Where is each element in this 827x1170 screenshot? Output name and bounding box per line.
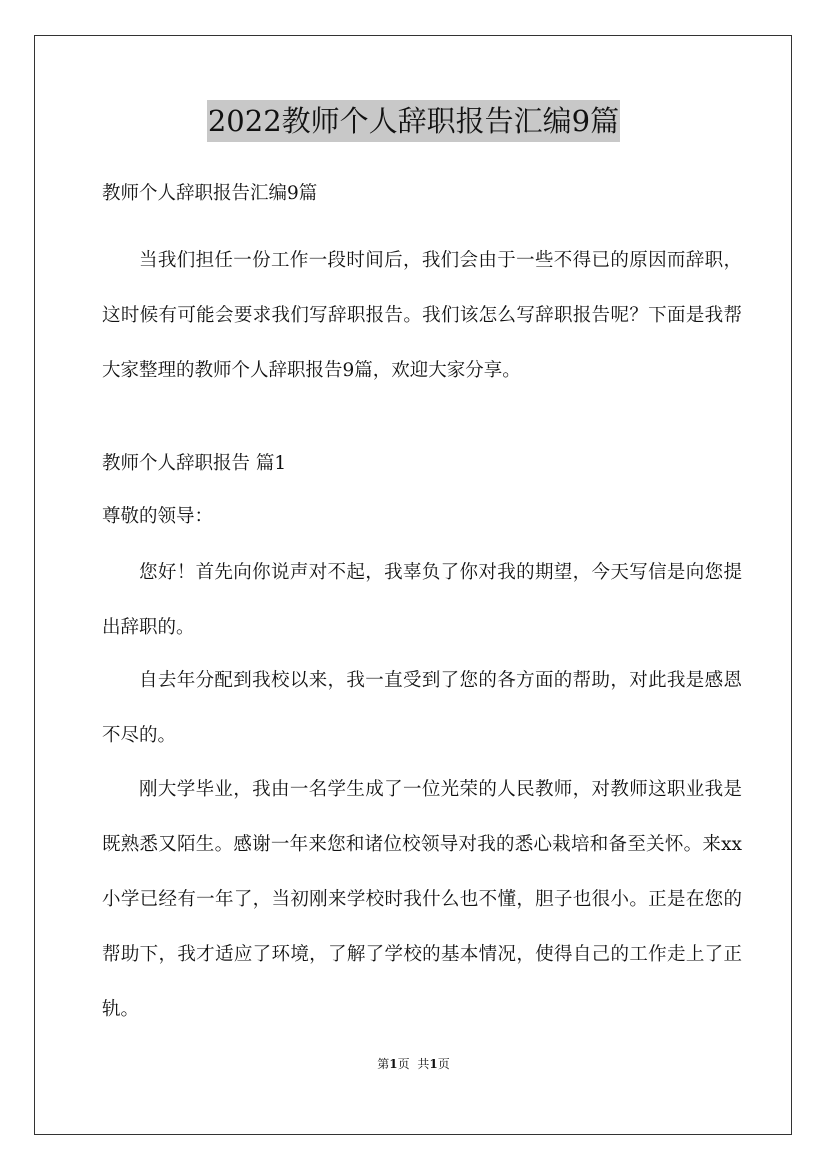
body-paragraph-2: 自去年分配到我校以来，我一直受到了您的各方面的帮助，对此我是感恩不尽的。 (102, 670, 742, 746)
page-number: 1 (389, 1057, 398, 1071)
page-prefix: 第 (377, 1057, 390, 1071)
total-prefix: 共 (417, 1057, 430, 1071)
document-subtitle: 教师个人辞职报告汇编9篇 (102, 183, 318, 204)
body-paragraph-3: 刚大学毕业，我由一名学生成了一位光荣的人民教师，对教师这职业我是既熟悉又陌生。感谢一年来您和诸位校领导对我的悉心栽培和备至关怀。来xx小学已经有一年了，当初刚来学校时我什么也不懂，胆子也很小。正是在您的帮助下，我才适应了环境，了解了学校的基本情况，使得自己的工作走上了正轨。 (102, 779, 742, 1020)
letter-greeting: 尊敬的领导： (102, 506, 214, 527)
total-suffix: 页 (437, 1057, 450, 1071)
document-title (0, 100, 827, 142)
page-suffix: 页 (397, 1057, 410, 1071)
section-heading: 教师个人辞职报告 篇1 (102, 453, 287, 474)
document-title-text: 2022教师个人辞职报告汇编9篇 (207, 100, 620, 142)
intro-paragraph: 当我们担任一份工作一段时间后，我们会由于一些不得已的原因而辞职，这时候有可能会要求我们写辞职报告。我们该怎么写辞职报告呢？下面是我帮大家整理的教师个人辞职报告9篇，欢迎大家分享。 (102, 250, 742, 381)
body-paragraph-1: 您好！首先向你说声对不起，我辜负了你对我的期望，今天写信是向您提出辞职的。 (102, 562, 742, 638)
total-pages: 1 (429, 1057, 438, 1071)
page-footer (0, 1056, 827, 1072)
